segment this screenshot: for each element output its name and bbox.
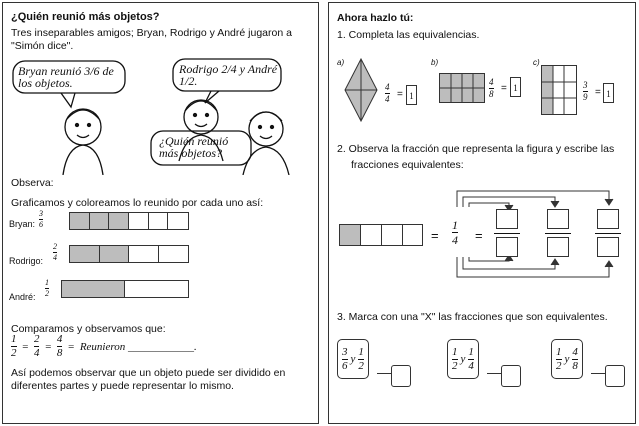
answer-box-a[interactable]: 1 <box>406 85 417 105</box>
bar-part <box>149 213 169 229</box>
frac-num: 1 <box>45 278 49 287</box>
right-panel <box>328 2 636 424</box>
answer-box-b[interactable]: 1 <box>510 77 521 97</box>
frac-num: 1 <box>358 345 364 358</box>
frac-num: 3 <box>39 209 43 218</box>
row-rodrigo <box>9 243 309 267</box>
q1a-fraction <box>385 83 390 104</box>
reunieron-text: Reunieron ____________. <box>79 340 197 353</box>
kids-illustration <box>11 57 311 175</box>
numerator-box[interactable] <box>496 209 518 229</box>
bar-part-shaded <box>100 246 130 262</box>
frac-den: 2 <box>11 347 17 359</box>
frac-num: 1 <box>468 345 474 358</box>
frac-a <box>556 347 562 372</box>
bar-part-shaded <box>62 281 125 297</box>
mark-x-box-3[interactable] <box>605 365 625 387</box>
equals-sign: = <box>431 228 439 243</box>
bar-part <box>125 281 188 297</box>
frac-a <box>342 347 348 372</box>
eq-fraction-1 <box>11 334 17 359</box>
q1b-fraction <box>489 78 494 99</box>
frac-den: 8 <box>572 359 578 372</box>
equals-sign: = <box>475 228 483 243</box>
bar-part-shaded <box>109 213 129 229</box>
rhombus-figure <box>343 57 379 123</box>
question-2-line2: fracciones equivalentes: <box>351 159 464 171</box>
frac-den: 8 <box>489 89 494 99</box>
bar-part-shaded <box>70 213 90 229</box>
row-fraction <box>39 210 43 229</box>
frac-den: 9 <box>583 92 588 102</box>
frac-den: 4 <box>468 359 474 372</box>
frac-den: 2 <box>452 359 458 372</box>
eq-fraction-3 <box>57 334 63 359</box>
question-2-line1: 2. Observa la fracción que representa la figura y escribe las <box>337 143 615 155</box>
bar-part <box>129 213 149 229</box>
frac-num: 1 <box>556 345 562 358</box>
frac-den: 2 <box>556 359 562 372</box>
divider <box>381 225 382 245</box>
frac-den: 4 <box>33 347 40 359</box>
divider <box>402 225 403 245</box>
rect-9-parts-figure <box>541 65 577 115</box>
mark-x-box-1[interactable] <box>391 365 411 387</box>
conclusion-text: Así podemos observar que un objeto puede ser dividido en diferentes partes y puede representar lo mismo. <box>11 367 286 392</box>
equiv-fraction-box-2[interactable] <box>547 209 569 265</box>
frac-num: 2 <box>53 242 57 251</box>
frac-num: 1 <box>452 345 458 358</box>
q3-pair-3 <box>551 339 583 379</box>
denominator-box[interactable] <box>547 237 569 257</box>
denominator-box[interactable] <box>496 237 518 257</box>
bar-part <box>129 246 159 262</box>
connector-line <box>487 373 501 374</box>
bubble-rodrigo-text: Rodrigo 2/4 y André 1/2. <box>179 62 278 88</box>
frac-den: 2 <box>358 359 364 372</box>
mark-x-box-2[interactable] <box>501 365 521 387</box>
grid-lines <box>440 74 484 102</box>
frac-den: 4 <box>53 253 57 262</box>
fraction-bar-andre <box>61 280 189 298</box>
row-name: Rodrigo: <box>9 256 44 266</box>
bubble-bryan-text: Bryan reunió 3/6 de los objetos. <box>18 64 114 90</box>
q1c-fraction <box>583 81 588 102</box>
y-conj: y <box>460 353 466 365</box>
q3-pair-1 <box>337 339 369 379</box>
equiv-fraction-box-3[interactable] <box>597 209 619 265</box>
denominator-box[interactable] <box>597 237 619 257</box>
graph-instruction: Graficamos y coloreamos lo reunido por cada uno así: <box>11 197 264 209</box>
eq-fraction-2 <box>34 334 40 359</box>
rect-8-parts-figure <box>439 73 485 103</box>
equiv-fraction-box-1[interactable] <box>496 209 518 265</box>
y-conj: y <box>564 353 570 365</box>
bar-part-shaded <box>90 213 110 229</box>
question-1: 1. Completa las equivalencias. <box>337 29 480 41</box>
frac-num: 3 <box>342 345 348 358</box>
row-bryan <box>9 210 309 232</box>
frac-num: 1 <box>452 218 458 232</box>
equals-sign: = <box>21 340 29 353</box>
equals-sign: = <box>44 340 52 353</box>
frac-b <box>572 347 578 372</box>
equals-sign: = <box>595 87 601 98</box>
frac-num: 3 <box>583 80 588 90</box>
bubble-question-text: ¿Quién reunió más objetos? <box>159 134 229 160</box>
q3-pair-2 <box>447 339 479 379</box>
left-title: ¿Quién reunió más objetos? <box>11 11 160 23</box>
row-name: André: <box>9 292 36 302</box>
frac-den: 4 <box>452 233 458 247</box>
right-title: Ahora hazlo tú: <box>337 12 414 24</box>
compare-text: Comparamos y observamos que: <box>11 323 166 335</box>
frac-den: 6 <box>39 220 43 229</box>
frac-den: 4 <box>385 94 390 104</box>
frac-den: 8 <box>56 347 63 359</box>
grid-lines <box>542 66 576 114</box>
frac-den: 6 <box>342 359 348 372</box>
frac-num: 4 <box>385 82 390 92</box>
equals-sign: = <box>501 83 507 94</box>
frac-num: 4 <box>489 77 494 87</box>
frac-b <box>468 347 474 372</box>
connector-line <box>591 373 605 374</box>
fraction-bar-bryan <box>69 212 189 230</box>
frac-num: 4 <box>572 345 578 358</box>
left-panel <box>2 2 319 424</box>
question-3: 3. Marca con una "X" las fracciones que son equivalentes. <box>337 311 608 323</box>
observa-label: Observa: <box>11 177 54 189</box>
row-fraction <box>53 243 57 262</box>
bar-part <box>168 213 188 229</box>
bar-part-shaded <box>70 246 100 262</box>
item-label: a) <box>337 58 345 67</box>
numerator-box[interactable] <box>547 209 569 229</box>
frac-b <box>358 347 364 372</box>
row-fraction <box>45 279 49 298</box>
connector-line <box>377 373 391 374</box>
shaded-part <box>340 225 361 245</box>
quarter-bar-figure <box>339 224 423 246</box>
fraction-bar-rodrigo <box>69 245 189 263</box>
frac-a <box>452 347 458 372</box>
item-label: c) <box>533 58 540 67</box>
equivalence-line <box>11 334 197 359</box>
bar-part <box>159 246 189 262</box>
equals-sign: = <box>397 89 403 100</box>
y-conj: y <box>350 353 356 365</box>
item-label: b) <box>431 58 439 67</box>
equals-sign: = <box>67 340 75 353</box>
numerator-box[interactable] <box>597 209 619 229</box>
frac-num: 2 <box>33 333 40 345</box>
intro-text: Tres inseparables amigos; Bryan, Rodrigo y André jugaron a "Simón dice". <box>11 27 292 52</box>
row-andre <box>9 279 309 303</box>
frac-den: 2 <box>45 289 49 298</box>
frac-num: 1 <box>11 333 17 345</box>
answer-box-c[interactable]: 1 <box>603 83 614 103</box>
frac-num: 4 <box>56 333 63 345</box>
q2-fraction <box>452 219 458 246</box>
row-name: Bryan: <box>9 219 36 229</box>
